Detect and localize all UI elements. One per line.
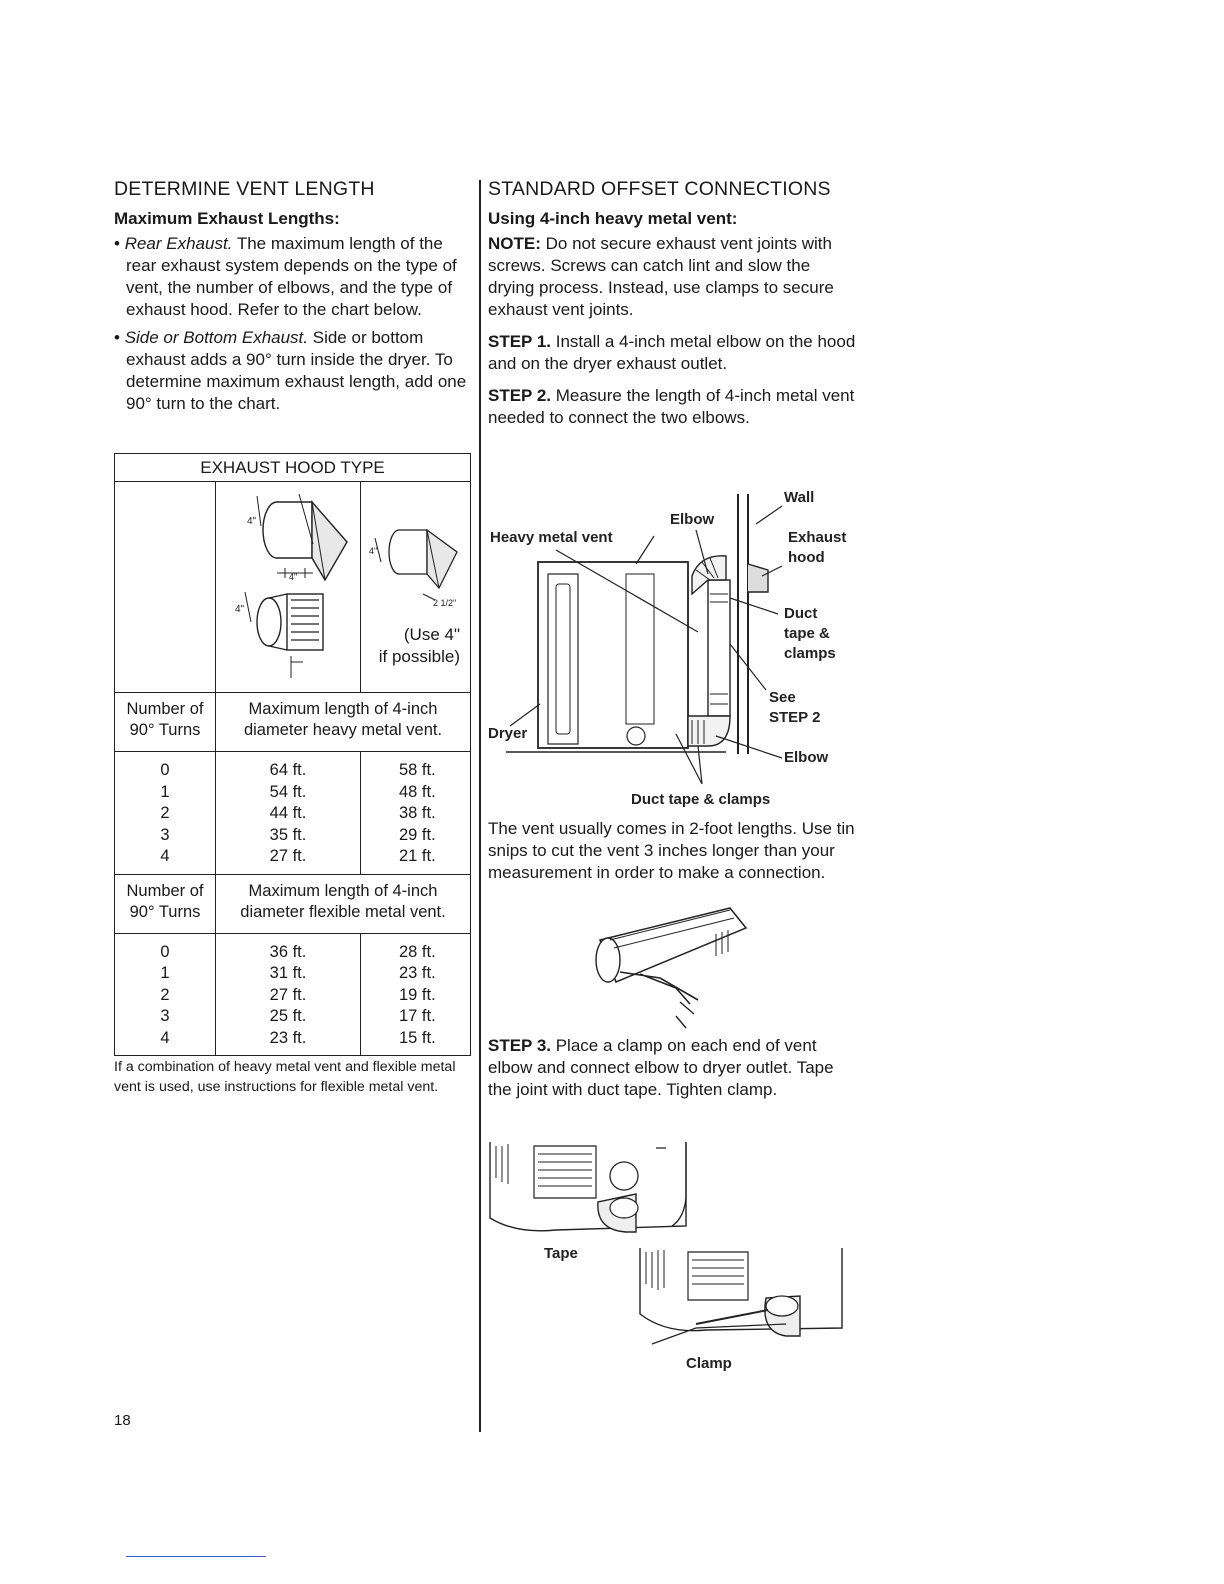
bullet-lead: Side or Bottom Exhaust.	[124, 328, 309, 347]
turns-value: 1	[160, 964, 170, 982]
vent-length-paragraph: The vent usually comes in 2-foot lengths. Use tin snips to cut the vent 3 inches longer than your measurement in order to make a connection.	[488, 819, 855, 882]
turns-value: 4	[160, 1028, 170, 1047]
table-header: EXHAUST HOOD TYPE	[115, 454, 470, 482]
length-value: 15 ft.	[399, 1028, 436, 1047]
length-value: 27 ft.	[269, 847, 307, 865]
section-title-offset: STANDARD OFFSET CONNECTIONS	[488, 178, 831, 200]
label-step2: STEP 2	[769, 709, 821, 726]
length-value: 28 ft.	[399, 942, 436, 961]
decorative-blue-rule	[126, 1556, 266, 1557]
heavy-values-row	[115, 752, 470, 875]
note-paragraph: NOTE: Do not secure exhaust vent joints with screws. Screws can catch lint and slow the drying process. Instead, use clamps to secure exhaust vent joints.	[488, 234, 834, 319]
step2-paragraph: STEP 2. Measure the length of 4-inch metal vent needed to connect the two elbows.	[488, 386, 855, 427]
turns-value: 4	[160, 847, 170, 865]
dim-label: 4"	[234, 604, 244, 615]
length-value: 35 ft.	[269, 825, 307, 844]
turns-value: 3	[160, 1007, 170, 1025]
turns-value: 1	[160, 782, 170, 801]
subtitle-max-exhaust: Maximum Exhaust Lengths:	[114, 209, 340, 228]
flex-label-row: Number of 90° Turns Maximum length of 4-inch diameter flexible metal vent.	[115, 875, 470, 934]
bullet-rear-exhaust: • Rear Exhaust. The maximum length of the rear exhaust system depends on the type of vent, the number of elbows, and the type of exhaust hood. Refer to the chart below.	[114, 234, 457, 319]
length-value: 58 ft.	[399, 761, 436, 779]
label-tape: Tape	[544, 1245, 578, 1262]
length-value: 17 ft.	[399, 1007, 436, 1025]
offset-connection-diagram	[486, 484, 856, 814]
label-elbow-bottom: Elbow	[784, 749, 829, 766]
column-divider	[479, 180, 481, 1432]
turns-value: 0	[160, 761, 170, 779]
hood-4inch-cell	[216, 482, 361, 692]
hood-images-row	[115, 482, 470, 693]
diagram-caption: Duct tape & clamps	[631, 791, 771, 808]
length-value: 23 ft.	[269, 1028, 307, 1047]
bullet-text: The maximum length of the rear exhaust system depends on the type of vent, the number of elbows, and the type of exhaust hood. Refer to the chart below.	[126, 234, 457, 319]
angled-hood-icon	[361, 482, 471, 632]
label-duct: Duct	[784, 605, 818, 622]
flex-values-row	[115, 934, 470, 1056]
turns-value: 2	[160, 804, 170, 822]
tin-snips-cutting-vent-illustration	[580, 900, 760, 1030]
length-value: 25 ft.	[269, 1007, 307, 1025]
clamp-tighten-illustration	[636, 1244, 846, 1374]
step3-paragraph: STEP 3. Place a clamp on each end of vent elbow and connect elbow to dryer outlet. Tape the joint with duct tape. Tighten clamp.	[488, 1036, 834, 1099]
label-exhaust: Exhaust	[788, 529, 847, 546]
label-clamp: Clamp	[686, 1355, 732, 1372]
step3-wrap	[488, 1035, 858, 1111]
subtitle-heavy-metal: Using 4-inch heavy metal vent:	[488, 209, 738, 228]
step1-paragraph: STEP 1. Install a 4-inch metal elbow on the hood and on the dryer exhaust outlet.	[488, 332, 856, 373]
label-elbow-top: Elbow	[670, 511, 715, 528]
length-value: 38 ft.	[399, 804, 436, 822]
section-title-vent-length: DETERMINE VENT LENGTH	[114, 178, 375, 200]
length-value: 54 ft.	[269, 782, 307, 801]
dim-label: 4"	[369, 546, 378, 556]
vent-length-paragraph-wrap	[488, 818, 858, 894]
bullet-lead: Rear Exhaust.	[124, 234, 233, 253]
length-value: 23 ft.	[399, 964, 436, 982]
dim-label: 4"	[246, 516, 256, 527]
left-column	[114, 178, 472, 421]
length-value: 44 ft.	[269, 804, 307, 822]
table-footnote: If a combination of heavy metal vent and flexible metal vent is used, use instructions for flexible metal vent.	[114, 1059, 456, 1095]
turns-value: 2	[160, 985, 170, 1004]
label-heavy-metal-vent: Heavy metal vent	[490, 529, 613, 546]
label-clamps: clamps	[784, 645, 836, 662]
right-column	[488, 178, 858, 439]
bullet-text: Side or bottom exhaust adds a 90° turn inside the dryer. To determine maximum exhaust length, add one 90° turn to the chart.	[126, 328, 467, 413]
length-value: 27 ft.	[269, 985, 307, 1004]
label-hood: hood	[788, 549, 825, 566]
dim-label: 4"	[288, 572, 297, 582]
label-see: See	[769, 689, 796, 706]
dim-label: 2 1/2"	[433, 598, 457, 608]
hood-212inch-cell	[361, 482, 470, 692]
label-dryer: Dryer	[488, 725, 528, 742]
length-value: 36 ft.	[269, 942, 307, 961]
use-4inch-note: (Use 4" if possible)	[378, 625, 460, 666]
heavy-label-row: Number of 90° Turns Maximum length of 4-inch diameter heavy metal vent.	[115, 693, 470, 752]
length-value: 48 ft.	[399, 782, 436, 801]
exhaust-length-table	[114, 453, 471, 1056]
louvered-and-box-hood-icon	[217, 482, 360, 690]
length-value: 29 ft.	[399, 825, 436, 844]
bullet-side-exhaust: • Side or Bottom Exhaust. Side or bottom exhaust adds a 90° turn inside the dryer. To determine maximum exhaust length, add one 90° turn to the chart.	[114, 328, 467, 413]
length-value: 21 ft.	[399, 847, 436, 865]
page-number: 18	[114, 1412, 131, 1429]
turns-value: 3	[160, 825, 170, 844]
length-value: 19 ft.	[399, 985, 436, 1004]
label-wall: Wall	[784, 489, 815, 506]
turns-value: 0	[160, 942, 170, 961]
label-tape: tape &	[784, 625, 830, 642]
length-value: 31 ft.	[269, 964, 307, 982]
length-value: 64 ft.	[269, 761, 307, 779]
